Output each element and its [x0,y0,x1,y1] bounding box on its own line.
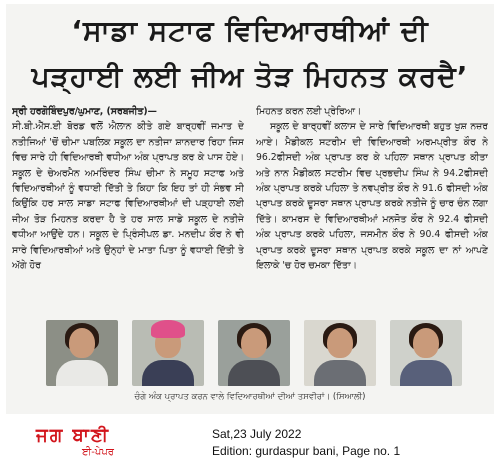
jagbani-epaper-logo [36,425,204,461]
logo-main-text: ਜਗ ਬਾਣੀ [36,425,111,446]
headline-line-1: ‘ਸਾਡਾ ਸਟਾਫ ਵਿਦਿਆਰਥੀਆਂ ਦੀ [71,14,429,47]
student-photo-1 [46,320,118,386]
edition-info: Edition: gurdaspur bani, Page no. 1 [212,444,401,458]
article-column-left [12,104,244,273]
article-column-right [256,104,488,273]
byline: ਸ੍ਰੀ ਹਰਗੋਬਿੰਦਪੁਰ/ਘੁਮਾਣ, (ਸਰਬਜੀਤ)— [12,106,157,117]
article-body-right-p2: ਸਕੂਲ ਦੇ ਬਾਰ੍ਹਵੀਂ ਕਲਾਸ ਦੇ ਸਾਰੇ ਵਿਦਿਆਰਥੀ ਬਹੁਤ ਖੁਸ਼ ਨਜ਼ਰ ਆਏ। ਮੈਡੀਕਲ ਸਟਰੀਮ ਦੀ ਵਿਦਿਆਰਥੀ ਅਰਮਪ੍ਰੀਤ ਕੌਰ ਨੇ 96.2ਫੀਸਦੀ ਅੰਕ ਪ੍ਰਾਪਤ ਕਰ ਕੇ ਪਹਿਲਾ ਸਥਾਨ ਪ੍ਰਾਪਤ ਕੀਤਾ ਅਤੇ ਨਾਨ ਮੈਡੀਕਲ ਸਟਰੀਮ ਵਿਚ ਪ੍ਰਭਦੀਪ ਸਿੰਘ ਨੇ 94.2ਫੀਸਦੀ ਅੰਕ ਪ੍ਰਾਪਤ ਕਰਕੇ ਪਹਿਲਾ ਤੇ ਨਵਪ੍ਰੀਤ ਕੌਰ ਨੇ 91.6 ਫੀਸਦੀ ਅੰਕ ਪ੍ਰਾਪਤ ਕਰਕੇ ਦੂਸਰਾ ਸਥਾਨ ਪ੍ਰਾਪਤ ਕਰਕੇ ਨਤੀਜੇ ਨੂੰ ਚਾਰ ਚੰਨ ਲਗਾ ਦਿੱਤੇ। ਕਾਮਰਸ ਦੇ ਵਿਦਿਆਰਥੀਆਂ ਮਨਜੋਤ ਕੌਰ ਨੇ 92.4 ਫੀਸਦੀ ਅੰਕ ਪ੍ਰਾਪਤ ਕਰਕੇ ਪਹਿਲਾ, ਜਸਮੀਨ ਕੌਰ ਨੇ 90.4 ਫੀਸਦੀ ਅੰਕ ਪ੍ਰਾਪਤ ਕਰਕੇ ਦੂਸਰਾ ਸਥਾਨ ਪ੍ਰਾਪਤ ਕਰਕੇ ਸਕੂਲ ਦਾ ਨਾਂ ਆਪਣੇ ਇਲਾਕੇ 'ਚ ਹੋਰ ਚਮਕਾ ਦਿੱਤਾ। [256,121,488,272]
newspaper-clipping [6,4,494,414]
student-photo-2 [132,320,204,386]
logo-sub-text: ਈ-ਪੇਪਰ [82,447,114,458]
publication-date: Sat,23 July 2022 [212,427,302,441]
student-photo-3 [218,320,290,386]
student-photo-5 [390,320,462,386]
student-photos [46,320,466,386]
headline-line-2: ਪੜ੍ਹਾਈ ਲਈ ਜੀਅ ਤੋੜ ਮਿਹਨਤ ਕਰਦੈ’ [31,60,469,93]
photo-caption: ਚੰਗੇ ਅੰਕ ਪ੍ਰਾਪਤ ਕਰਨ ਵਾਲੇ ਵਿਦਿਆਰਥੀਆਂ ਦੀਆਂ ਤਸਵੀਰਾਂ। (ਸਿਆਲੀ) [134,392,366,402]
student-photo-4 [304,320,376,386]
article-body-right-p1: ਮਿਹਨਤ ਕਰਨ ਲਈ ਪ੍ਰੇਰਿਆ। [256,106,362,117]
article-body-left: ਸੀ.ਬੀ.ਐੱਸ.ਈ ਬੋਰਡ ਵਲੋਂ ਐਲਾਨ ਕੀਤੇ ਗਏ ਬਾਰ੍ਹਵੀਂ ਜਮਾਤ ਦੇ ਨਤੀਜਿਆਂ 'ਚੋਂ ਚੀਮਾ ਪਬਲਿਕ ਸਕੂਲ ਦਾ ਨਤੀਜਾ ਸ਼ਾਨਦਾਰ ਰਿਹਾ ਜਿਸ ਵਿਚ ਸਾਰੇ ਹੀ ਵਿਦਿਆਰਥੀ ਵਧੀਆ ਅੰਕ ਪ੍ਰਾਪਤ ਕਰ ਕੇ ਪਾਸ ਹੋਏ। ਸਕੂਲ ਦੇ ਚੇਅਰਮੈਨ ਅਮਰਿੰਦਰ ਸਿੰਘ ਚੀਮਾ ਨੇ ਸਮੂਹ ਸਟਾਫ ਅਤੇ ਵਿਦਿਆਰਥੀਆਂ ਨੂੰ ਵਧਾਈ ਦਿੱਤੀ ਤੇ ਕਿਹਾ ਕਿ ਇਹ ਤਾਂ ਹੀ ਸੰਭਵ ਸੀ ਕਿਉਂਕਿ ਹਰ ਸਾਲ ਸਾਡਾ ਸਟਾਫ ਵਿਦਿਆਰਥੀਆਂ ਦੀ ਪੜ੍ਹਾਈ ਲਈ ਜੀਅ ਤੋੜ ਮਿਹਨਤ ਕਰਦਾ ਹੈ ਤੇ ਹਰ ਸਾਲ ਸਾਡੇ ਸਕੂਲ ਦੇ ਨਤੀਜੇ ਵਧੀਆ ਆਉਂਦੇ ਹਨ। ਸਕੂਲ ਦੇ ਪ੍ਰਿੰਸੀਪਲ ਡਾ. ਮਨਦੀਪ ਕੌਰ ਨੇ ਵੀ ਸਾਰੇ ਵਿਦਿਆਰਥੀਆਂ ਅਤੇ ਉਨ੍ਹਾਂ ਦੇ ਮਾਤਾ ਪਿਤਾ ਨੂੰ ਵਧਾਈ ਦਿੱਤੀ ਤੇ ਅੱਗੇ ਹੋਰ [12,121,244,272]
